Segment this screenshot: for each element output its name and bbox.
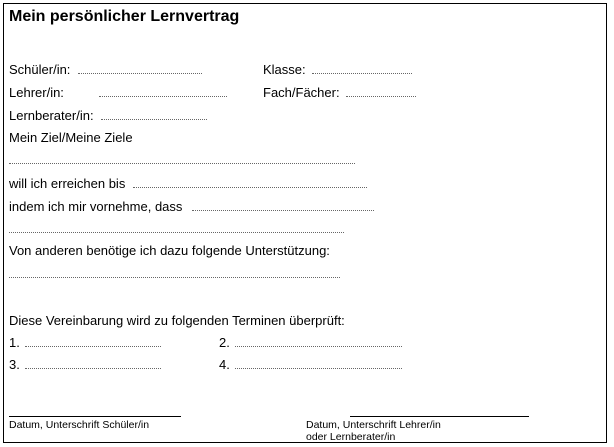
signature-label-student: Datum, Unterschrift Schüler/in [9,419,150,431]
date-label-3: 3. [9,357,20,372]
goals-heading: Mein Ziel/Meine Ziele [9,130,133,145]
field-lehrer[interactable] [99,96,227,97]
label-reach-by: will ich erreichen bis [9,176,126,191]
signature-line-teacher[interactable] [350,416,529,417]
date-label-1: 1. [9,335,20,350]
signature-label-teacher: Datum, Unterschrift Lehrer/in [306,419,441,431]
label-lehrer: Lehrer/in: [9,85,64,100]
field-klasse[interactable] [312,73,412,74]
field-reach-by[interactable] [133,187,367,188]
field-support[interactable] [9,277,340,278]
field-intend-continued[interactable] [9,232,344,233]
field-date-2[interactable] [235,346,402,347]
page-title: Mein persönlicher Lernvertrag [9,8,240,25]
field-date-4[interactable] [235,368,402,369]
field-fach[interactable] [346,96,416,97]
label-fach: Fach/Fächer: [263,85,340,100]
field-lernberater[interactable] [101,119,207,120]
field-goals[interactable] [9,163,355,164]
label-support: Von anderen benötige ich dazu folgende Unterstützung: [9,243,330,258]
date-label-4: 4. [219,357,230,372]
date-label-2: 2. [219,335,230,350]
signature-label-teacher-line2: oder Lernberater/in [306,431,396,443]
label-intend: indem ich mir vornehme, dass [9,199,183,214]
field-date-3[interactable] [25,368,161,369]
label-lernberater: Lernberater/in: [9,108,94,123]
label-klasse: Klasse: [263,62,306,77]
label-schueler: Schüler/in: [9,62,71,77]
review-heading: Diese Vereinbarung wird zu folgenden Terminen überprüft: [9,313,345,328]
field-schueler[interactable] [78,73,202,74]
field-intend[interactable] [192,210,374,211]
signature-line-student[interactable] [9,416,181,417]
field-date-1[interactable] [25,346,161,347]
